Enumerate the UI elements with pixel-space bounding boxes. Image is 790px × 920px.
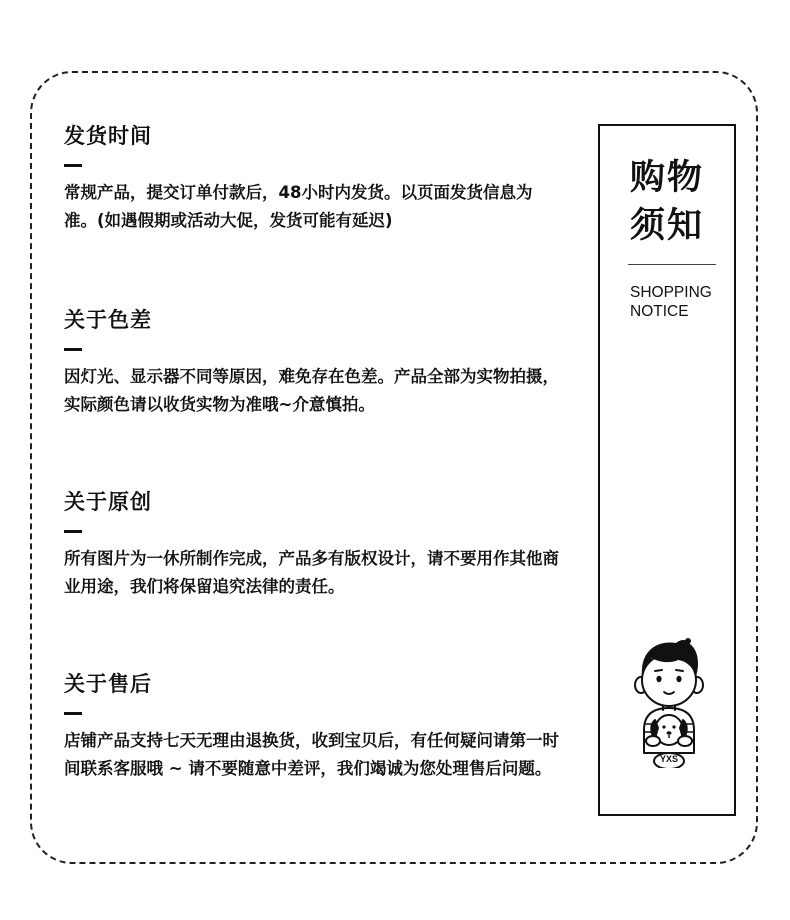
section-dash [64,530,82,533]
section-title: 发货时间 [64,124,152,148]
shopping-notice-panel [598,124,736,816]
section-body: 因灯光、显示器不同等原因，难免存在色差。产品全部为实物拍摄，实际颜色请以收货实物为准哦~介意慎拍。 [64,367,559,414]
panel-divider [628,264,716,265]
section-title: 关于售后 [64,672,152,696]
section-color-difference [64,306,564,418]
section-shipping-time [64,122,564,234]
section-body: 所有图片为一休所制作完成，产品多有版权设计，请不要用作其他商业用途，我们将保留追究法律的责任。 [64,549,559,596]
panel-subtitle-line1: SHOPPING [630,284,712,301]
mascot-illustration [624,628,714,768]
panel-title-line2: 须知 [629,206,704,246]
section-after-sales [64,670,564,782]
section-dash [64,712,82,715]
yxs-badge-text: YXS [659,754,678,764]
section-dash [64,164,82,167]
section-body: 店铺产品支持七天无理由退换货，收到宝贝后，有任何疑问请第一时间联系客服哦 ~ 请不要随意中差评，我们竭诚为您处理售后问题。 [64,731,559,778]
panel-subtitle-line2: NOTICE [630,303,689,320]
section-dash [64,348,82,351]
panel-title-line1: 购物 [629,158,704,198]
section-originality [64,488,564,600]
section-body: 常规产品，提交订单付款后，48小时内发货。以页面发货信息为准。(如遇假期或活动大促，发货可能有延迟) [64,183,533,230]
section-title: 关于原创 [64,490,152,514]
section-title: 关于色差 [64,308,152,332]
